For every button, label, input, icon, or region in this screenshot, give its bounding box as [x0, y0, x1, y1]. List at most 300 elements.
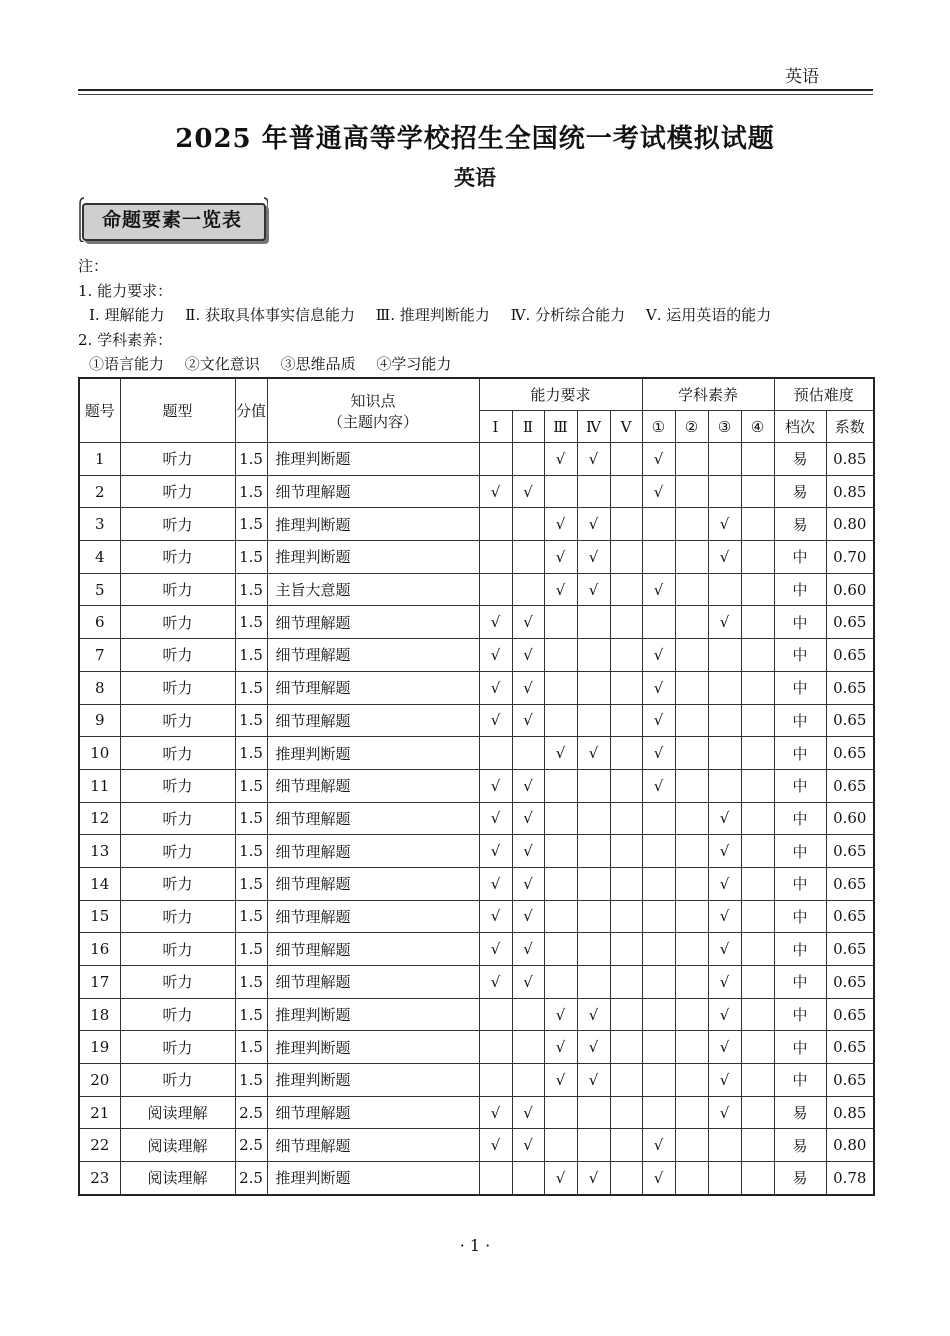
cell-num: 17: [79, 966, 120, 999]
cell-coef: 0.78: [826, 1162, 874, 1195]
cell-ability-check: [544, 835, 577, 868]
header-literacy: 学科素养: [642, 378, 774, 411]
cell-knowledge: 推理判断题: [267, 541, 479, 574]
cell-knowledge: 推理判断题: [267, 1162, 479, 1195]
cell-ability-check: √: [577, 1031, 610, 1064]
cell-ability-check: √: [544, 541, 577, 574]
cell-ability-check: [479, 998, 512, 1031]
cell-ability-check: √: [512, 1129, 544, 1162]
cell-literacy-check: [741, 1064, 774, 1097]
cell-literacy-check: [741, 508, 774, 541]
cell-coef: 0.65: [826, 1064, 874, 1097]
cell-ability-check: [610, 966, 642, 999]
cell-level: 中: [774, 966, 826, 999]
cell-literacy-check: [642, 1096, 675, 1129]
cell-knowledge: 推理判断题: [267, 508, 479, 541]
cell-ability-check: [610, 475, 642, 508]
cell-ability-check: √: [512, 1096, 544, 1129]
cell-level: 易: [774, 475, 826, 508]
cell-ability-check: [577, 1096, 610, 1129]
cell-literacy-check: [675, 867, 708, 900]
cell-ability-check: [610, 900, 642, 933]
cell-literacy-check: [708, 769, 741, 802]
cell-type: 听力: [120, 867, 235, 900]
cell-ability-check: [544, 933, 577, 966]
cell-ability-check: [610, 541, 642, 574]
cell-ability-check: √: [512, 802, 544, 835]
literacy-list: [78, 352, 771, 377]
cell-score: 1.5: [235, 769, 267, 802]
literacy-item: ②文化意识: [184, 355, 260, 373]
cell-ability-check: [544, 639, 577, 672]
cell-score: 1.5: [235, 704, 267, 737]
cell-score: 1.5: [235, 541, 267, 574]
cell-ability-check: [577, 606, 610, 639]
cell-literacy-check: [741, 802, 774, 835]
cell-literacy-check: √: [708, 867, 741, 900]
table-row: [79, 671, 874, 704]
cell-num: 9: [79, 704, 120, 737]
table-row: [79, 1162, 874, 1195]
header-ability-col: Ⅴ: [610, 411, 642, 443]
cell-ability-check: [610, 573, 642, 606]
cell-coef: 0.70: [826, 541, 874, 574]
header-num: 题号: [79, 378, 120, 443]
cell-coef: 0.60: [826, 802, 874, 835]
cell-ability-check: [544, 606, 577, 639]
cell-ability-check: [610, 1031, 642, 1064]
cell-coef: 0.65: [826, 867, 874, 900]
header-knowledge-sub: （主题内容）: [327, 412, 418, 431]
cell-score: 1.5: [235, 835, 267, 868]
cell-literacy-check: [708, 1162, 741, 1195]
table-row: [79, 1031, 874, 1064]
cell-ability-check: √: [479, 867, 512, 900]
table-row: [79, 1096, 874, 1129]
cell-ability-check: √: [479, 475, 512, 508]
table-row: [79, 1129, 874, 1162]
cell-literacy-check: [675, 1162, 708, 1195]
cell-literacy-check: √: [642, 639, 675, 672]
cell-score: 1.5: [235, 933, 267, 966]
cell-level: 中: [774, 639, 826, 672]
cell-literacy-check: [675, 1064, 708, 1097]
cell-knowledge: 细节理解题: [267, 867, 479, 900]
cell-literacy-check: [708, 671, 741, 704]
cell-literacy-check: [741, 606, 774, 639]
cell-num: 11: [79, 769, 120, 802]
cell-ability-check: [544, 1129, 577, 1162]
cell-literacy-check: [675, 1096, 708, 1129]
cell-literacy-check: [708, 704, 741, 737]
header-rule: [78, 89, 873, 91]
subject-tag: 英语: [785, 67, 819, 87]
cell-knowledge: 细节理解题: [267, 606, 479, 639]
cell-literacy-check: [708, 737, 741, 770]
cell-coef: 0.65: [826, 671, 874, 704]
cell-num: 7: [79, 639, 120, 672]
cell-ability-check: √: [479, 1129, 512, 1162]
cell-ability-check: √: [512, 769, 544, 802]
cell-ability-check: [577, 900, 610, 933]
cell-coef: 0.65: [826, 835, 874, 868]
cell-knowledge: 细节理解题: [267, 802, 479, 835]
cell-type: 听力: [120, 475, 235, 508]
cell-ability-check: √: [544, 998, 577, 1031]
cell-literacy-check: [642, 508, 675, 541]
cell-type: 听力: [120, 541, 235, 574]
cell-score: 1.5: [235, 1064, 267, 1097]
cell-ability-check: √: [512, 966, 544, 999]
cell-level: 中: [774, 900, 826, 933]
cell-ability-check: [610, 998, 642, 1031]
cell-literacy-check: [708, 573, 741, 606]
cell-ability-check: √: [512, 867, 544, 900]
cell-num: 20: [79, 1064, 120, 1097]
cell-type: 听力: [120, 966, 235, 999]
cell-ability-check: [479, 737, 512, 770]
cell-type: 听力: [120, 573, 235, 606]
cell-ability-check: [479, 443, 512, 476]
cell-literacy-check: [675, 475, 708, 508]
cell-literacy-check: [642, 900, 675, 933]
cell-literacy-check: [675, 769, 708, 802]
header-ability-col: Ⅱ: [512, 411, 544, 443]
cell-ability-check: √: [577, 1162, 610, 1195]
cell-ability-check: [512, 573, 544, 606]
cell-ability-check: [512, 998, 544, 1031]
cell-knowledge: 细节理解题: [267, 1096, 479, 1129]
cell-literacy-check: [675, 1129, 708, 1162]
cell-ability-check: √: [479, 704, 512, 737]
cell-ability-check: [577, 639, 610, 672]
cell-literacy-check: [675, 1031, 708, 1064]
section-banner: [78, 196, 268, 242]
cell-literacy-check: [741, 704, 774, 737]
cell-type: 听力: [120, 606, 235, 639]
cell-ability-check: √: [479, 933, 512, 966]
cell-score: 2.5: [235, 1096, 267, 1129]
cell-knowledge: 主旨大意题: [267, 573, 479, 606]
page-subtitle: 英语: [454, 165, 496, 190]
ability-item: Ⅳ. 分析综合能力: [510, 306, 626, 324]
cell-level: 中: [774, 933, 826, 966]
cell-literacy-check: [708, 443, 741, 476]
cell-literacy-check: [741, 1129, 774, 1162]
cell-ability-check: [610, 1129, 642, 1162]
cell-score: 1.5: [235, 1031, 267, 1064]
table-row: [79, 998, 874, 1031]
header-score: 分值: [235, 378, 267, 443]
cell-ability-check: [479, 541, 512, 574]
cell-literacy-check: [675, 737, 708, 770]
cell-ability-check: [479, 1031, 512, 1064]
cell-ability-check: [479, 573, 512, 606]
cell-literacy-check: √: [708, 1031, 741, 1064]
cell-type: 听力: [120, 769, 235, 802]
cell-score: 1.5: [235, 900, 267, 933]
cell-level: 中: [774, 1031, 826, 1064]
cell-ability-check: √: [479, 639, 512, 672]
literacy-title: 2. 学科素养：: [78, 330, 173, 349]
cell-ability-check: [512, 1162, 544, 1195]
header-ability-col: Ⅳ: [577, 411, 610, 443]
cell-type: 听力: [120, 508, 235, 541]
cell-ability-check: [610, 704, 642, 737]
cell-ability-check: [610, 443, 642, 476]
header-literacy-col: ④: [741, 411, 774, 443]
cell-literacy-check: [741, 900, 774, 933]
cell-ability-check: √: [479, 835, 512, 868]
header-ability: 能力要求: [479, 378, 642, 411]
cell-level: 易: [774, 1096, 826, 1129]
cell-literacy-check: √: [708, 541, 741, 574]
cell-ability-check: √: [512, 704, 544, 737]
cell-knowledge: 推理判断题: [267, 998, 479, 1031]
cell-literacy-check: [741, 475, 774, 508]
header-ability-col: Ⅰ: [479, 411, 512, 443]
cell-coef: 0.65: [826, 1031, 874, 1064]
cell-ability-check: [610, 1096, 642, 1129]
cell-ability-check: √: [577, 443, 610, 476]
cell-ability-check: √: [577, 573, 610, 606]
cell-ability-check: √: [544, 1064, 577, 1097]
cell-knowledge: 细节理解题: [267, 966, 479, 999]
cell-type: 阅读理解: [120, 1096, 235, 1129]
cell-ability-check: [577, 475, 610, 508]
cell-ability-check: [512, 443, 544, 476]
cell-ability-check: [610, 802, 642, 835]
cell-literacy-check: [642, 1064, 675, 1097]
ability-item: Ⅴ. 运用英语的能力: [645, 306, 772, 324]
cell-level: 易: [774, 443, 826, 476]
cell-literacy-check: √: [708, 1096, 741, 1129]
page-number: · 1 ·: [459, 1236, 491, 1255]
cell-type: 听力: [120, 802, 235, 835]
cell-ability-check: [610, 639, 642, 672]
cell-coef: 0.65: [826, 639, 874, 672]
table-row: [79, 900, 874, 933]
cell-literacy-check: [741, 671, 774, 704]
cell-ability-check: [577, 835, 610, 868]
cell-level: 易: [774, 1129, 826, 1162]
cell-ability-check: [610, 835, 642, 868]
cell-num: 19: [79, 1031, 120, 1064]
cell-level: 中: [774, 867, 826, 900]
cell-coef: 0.65: [826, 704, 874, 737]
cell-ability-check: [544, 1096, 577, 1129]
cell-ability-check: √: [479, 966, 512, 999]
notes-block: [78, 254, 771, 377]
cell-ability-check: [512, 737, 544, 770]
cell-literacy-check: √: [708, 606, 741, 639]
cell-score: 1.5: [235, 508, 267, 541]
cell-literacy-check: [642, 1031, 675, 1064]
cell-knowledge: 细节理解题: [267, 933, 479, 966]
cell-level: 易: [774, 508, 826, 541]
cell-literacy-check: [642, 835, 675, 868]
cell-coef: 0.65: [826, 998, 874, 1031]
cell-coef: 0.65: [826, 900, 874, 933]
cell-level: 中: [774, 671, 826, 704]
cell-num: 8: [79, 671, 120, 704]
cell-coef: 0.60: [826, 573, 874, 606]
cell-type: 听力: [120, 998, 235, 1031]
cell-literacy-check: √: [708, 1064, 741, 1097]
table-row: [79, 835, 874, 868]
table-row: [79, 737, 874, 770]
cell-literacy-check: [708, 639, 741, 672]
header-knowledge-main: 知识点: [350, 391, 396, 410]
cell-ability-check: [544, 900, 577, 933]
cell-ability-check: [610, 606, 642, 639]
cell-knowledge: 细节理解题: [267, 1129, 479, 1162]
cell-ability-check: [577, 1129, 610, 1162]
cell-literacy-check: [741, 639, 774, 672]
ability-list: [78, 303, 771, 328]
cell-ability-check: [610, 671, 642, 704]
cell-ability-check: [512, 1064, 544, 1097]
cell-ability-check: [544, 671, 577, 704]
cell-literacy-check: [642, 541, 675, 574]
cell-coef: 0.65: [826, 933, 874, 966]
cell-ability-check: √: [544, 737, 577, 770]
cell-literacy-check: [741, 1031, 774, 1064]
cell-type: 听力: [120, 443, 235, 476]
cell-score: 2.5: [235, 1162, 267, 1195]
header-rule-thin: [78, 94, 873, 95]
cell-ability-check: √: [544, 1162, 577, 1195]
cell-ability-check: √: [479, 802, 512, 835]
cell-ability-check: [577, 966, 610, 999]
cell-score: 1.5: [235, 606, 267, 639]
cell-ability-check: [544, 966, 577, 999]
cell-ability-check: [479, 508, 512, 541]
cell-literacy-check: [642, 933, 675, 966]
cell-ability-check: √: [512, 835, 544, 868]
cell-literacy-check: [675, 704, 708, 737]
cell-ability-check: [544, 802, 577, 835]
cell-level: 中: [774, 769, 826, 802]
table-row: [79, 966, 874, 999]
cell-literacy-check: [675, 443, 708, 476]
cell-coef: 0.65: [826, 769, 874, 802]
cell-literacy-check: [675, 671, 708, 704]
cell-ability-check: [512, 508, 544, 541]
cell-literacy-check: √: [642, 737, 675, 770]
table-row: [79, 867, 874, 900]
cell-type: 听力: [120, 900, 235, 933]
cell-ability-check: [577, 769, 610, 802]
cell-coef: 0.85: [826, 443, 874, 476]
cell-ability-check: [479, 1064, 512, 1097]
cell-score: 1.5: [235, 867, 267, 900]
cell-level: 中: [774, 737, 826, 770]
header-difficulty: 预估难度: [774, 378, 874, 411]
cell-type: 阅读理解: [120, 1162, 235, 1195]
cell-literacy-check: [741, 1096, 774, 1129]
table-row: [79, 508, 874, 541]
cell-score: 1.5: [235, 475, 267, 508]
header-ability-col: Ⅲ: [544, 411, 577, 443]
cell-ability-check: [479, 1162, 512, 1195]
cell-knowledge: 细节理解题: [267, 769, 479, 802]
cell-literacy-check: √: [642, 573, 675, 606]
cell-knowledge: 细节理解题: [267, 671, 479, 704]
cell-literacy-check: [741, 966, 774, 999]
cell-literacy-check: [741, 541, 774, 574]
cell-ability-check: √: [512, 606, 544, 639]
cell-literacy-check: [741, 867, 774, 900]
cell-level: 易: [774, 1162, 826, 1195]
cell-knowledge: 推理判断题: [267, 443, 479, 476]
cell-ability-check: [610, 933, 642, 966]
cell-ability-check: [512, 1031, 544, 1064]
cell-literacy-check: √: [708, 835, 741, 868]
table-row: [79, 606, 874, 639]
cell-score: 1.5: [235, 737, 267, 770]
cell-level: 中: [774, 998, 826, 1031]
cell-ability-check: √: [577, 508, 610, 541]
cell-type: 听力: [120, 1031, 235, 1064]
cell-ability-check: [610, 737, 642, 770]
cell-ability-check: √: [544, 573, 577, 606]
cell-literacy-check: [741, 737, 774, 770]
cell-knowledge: 推理判断题: [267, 1064, 479, 1097]
literacy-item: ①语言能力: [89, 355, 165, 373]
cell-ability-check: √: [479, 671, 512, 704]
cell-ability-check: √: [577, 737, 610, 770]
header-type: 题型: [120, 378, 235, 443]
table-row: [79, 475, 874, 508]
cell-type: 听力: [120, 671, 235, 704]
cell-num: 3: [79, 508, 120, 541]
notes-label: 注：: [78, 257, 109, 275]
cell-ability-check: √: [577, 1064, 610, 1097]
header-literacy-col: ③: [708, 411, 741, 443]
cell-literacy-check: [675, 639, 708, 672]
cell-type: 听力: [120, 835, 235, 868]
cell-num: 21: [79, 1096, 120, 1129]
cell-ability-check: √: [512, 671, 544, 704]
ability-item: Ⅱ. 获取具体事实信息能力: [185, 306, 355, 324]
cell-literacy-check: [675, 998, 708, 1031]
cell-score: 1.5: [235, 639, 267, 672]
cell-ability-check: [512, 541, 544, 574]
elements-table: [78, 377, 875, 1196]
cell-ability-check: [610, 769, 642, 802]
cell-coef: 0.65: [826, 966, 874, 999]
cell-literacy-check: [675, 508, 708, 541]
cell-ability-check: √: [544, 443, 577, 476]
cell-literacy-check: [675, 802, 708, 835]
cell-num: 22: [79, 1129, 120, 1162]
cell-type: 听力: [120, 933, 235, 966]
cell-level: 中: [774, 704, 826, 737]
cell-literacy-check: [741, 998, 774, 1031]
cell-knowledge: 细节理解题: [267, 900, 479, 933]
cell-ability-check: [610, 508, 642, 541]
cell-literacy-check: √: [642, 769, 675, 802]
table-row: [79, 541, 874, 574]
cell-score: 1.5: [235, 671, 267, 704]
cell-coef: 0.65: [826, 737, 874, 770]
header-difficulty-col: 系数: [826, 411, 874, 443]
cell-knowledge: 细节理解题: [267, 835, 479, 868]
cell-ability-check: √: [479, 606, 512, 639]
ability-item: Ⅰ. 理解能力: [89, 306, 165, 324]
cell-score: 1.5: [235, 443, 267, 476]
